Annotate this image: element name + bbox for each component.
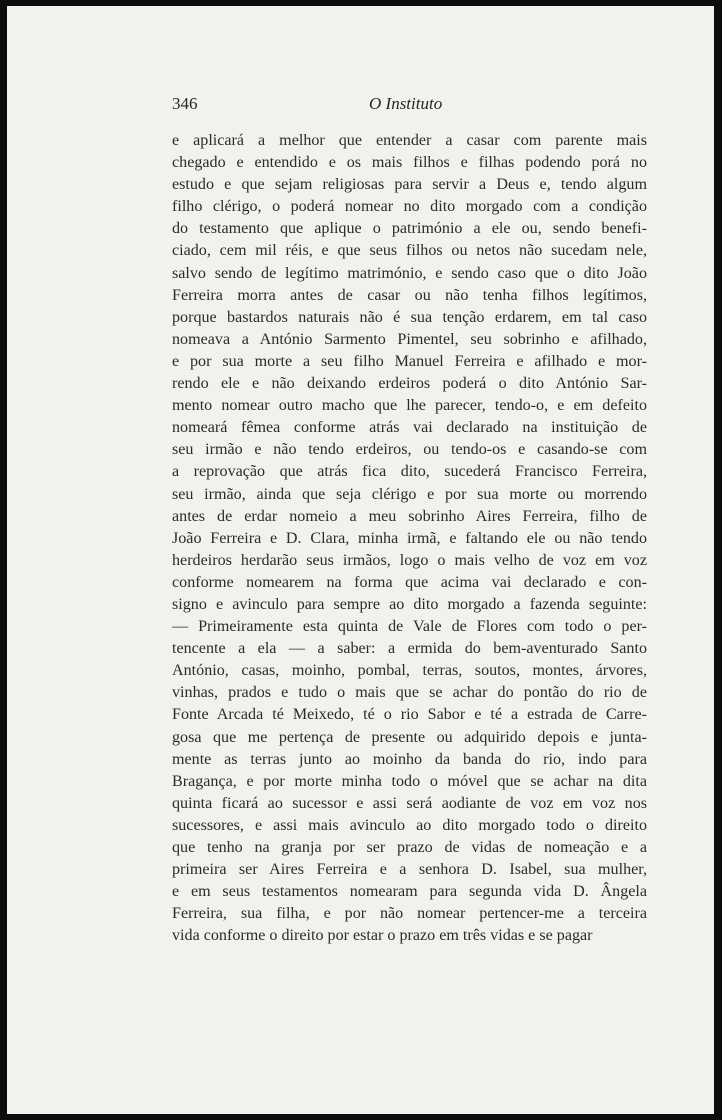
text-line: António, casas, moinho, pombal, terras, soutos, montes, árvores, [172, 662, 647, 680]
text-line: primeira ser Aires Ferreira e a senhora D. Isabel, sua mulher, [172, 861, 647, 879]
text-line: seu irmão e não tendo erdeiros, ou tendo-os e casando-se com [172, 441, 647, 459]
text-line: conforme nomearem na forma que acima vai declarado e con- [172, 573, 647, 591]
text-line: filho clérigo, o poderá nomear no dito morgado com a condição [172, 198, 647, 216]
text-line: e em seus testamentos nomearam para segunda vida D. Ângela [172, 883, 647, 901]
text-line: Bragança, e por morte minha todo o móvel que se achar na dita [172, 772, 647, 790]
text-line: Ferreira morra antes de casar ou não tenha filhos legítimos, [172, 286, 647, 304]
text-line: mento nomear outro macho que lhe parecer, tendo-o, e em defeito [172, 397, 647, 415]
text-line: vinhas, prados e tudo o mais que se achar do pontão do rio de [172, 684, 647, 702]
text-line: seu irmão, ainda que seja clérigo e por sua morte ou morrendo [172, 485, 647, 503]
text-line: — Primeiramente esta quinta de Vale de Flores com todo o per- [172, 618, 647, 636]
text-line: tencente a ela — a saber: a ermida do bem-aventurado Santo [172, 640, 647, 658]
text-line: Fonte Arcada té Meixedo, té o rio Sabor e té a estrada de Carre- [172, 706, 647, 724]
text-line: vida conforme o direito por estar o prazo em três vidas e se pagar [172, 927, 593, 945]
text-line: sucessores, e assi mais avinculo ao dito morgado todo o direito [172, 816, 647, 834]
body-text [172, 130, 647, 947]
running-title: O Instituto [369, 94, 443, 113]
text-line: a reprovação que atrás fica dito, sucederá Francisco Ferreira, [172, 463, 647, 481]
text-line: Ferreira, sua filha, e por não nomear pertencer-me a terceira [172, 905, 647, 923]
text-line: nomeava a António Sarmento Pimentel, seu sobrinho e afilhado, [172, 330, 647, 348]
text-line: antes de erdar nomeio a meu sobrinho Aires Ferreira, filho de [172, 507, 647, 525]
text-line: do testamento que aplique o património a ele ou, sendo benefi- [172, 220, 647, 238]
text-line: quinta ficará ao sucessor e assi será aodiante de voz em voz nos [172, 794, 647, 812]
text-line: João Ferreira e D. Clara, minha irmã, e faltando ele ou não tendo [172, 529, 647, 547]
book-page [7, 6, 714, 1114]
page-number: 346 [172, 94, 198, 113]
text-line: chegado e entendido e os mais filhos e filhas podendo porá no [172, 154, 647, 172]
text-line: e por sua morte a seu filho Manuel Ferreira e afilhado e mor- [172, 352, 647, 370]
text-line: rendo ele e não deixando erdeiros poderá o dito António Sar- [172, 375, 647, 393]
text-line: estudo e que sejam religiosas para servir a Deus e, tendo algum [172, 176, 647, 194]
text-line: signo e avinculo para sempre ao dito morgado a fazenda seguinte: [172, 595, 647, 613]
text-line: ciado, cem mil réis, e que seus filhos ou netos não sucedam nele, [172, 242, 647, 260]
text-line: salvo sendo de legítimo matrimónio, e sendo caso que o dito João [172, 264, 647, 282]
text-line: gosa que me pertença de presente ou adquirido depois e junta- [172, 728, 647, 746]
text-line: nomeará fêmea conforme atrás vai declarado na instituição de [172, 419, 647, 437]
page-header [172, 94, 652, 120]
text-line: porque bastardos naturais não é sua tenção erdarem, em tal caso [172, 308, 647, 326]
text-line: mente as terras junto ao moinho da banda do rio, indo para [172, 750, 647, 768]
text-line: herdeiros herdarão seus irmãos, logo o mais velho de voz em voz [172, 551, 647, 569]
text-line: e aplicará a melhor que entender a casar com parente mais [172, 132, 647, 149]
text-line: que tenho na granja por ser prazo de vidas de nomeação e a [172, 839, 647, 856]
